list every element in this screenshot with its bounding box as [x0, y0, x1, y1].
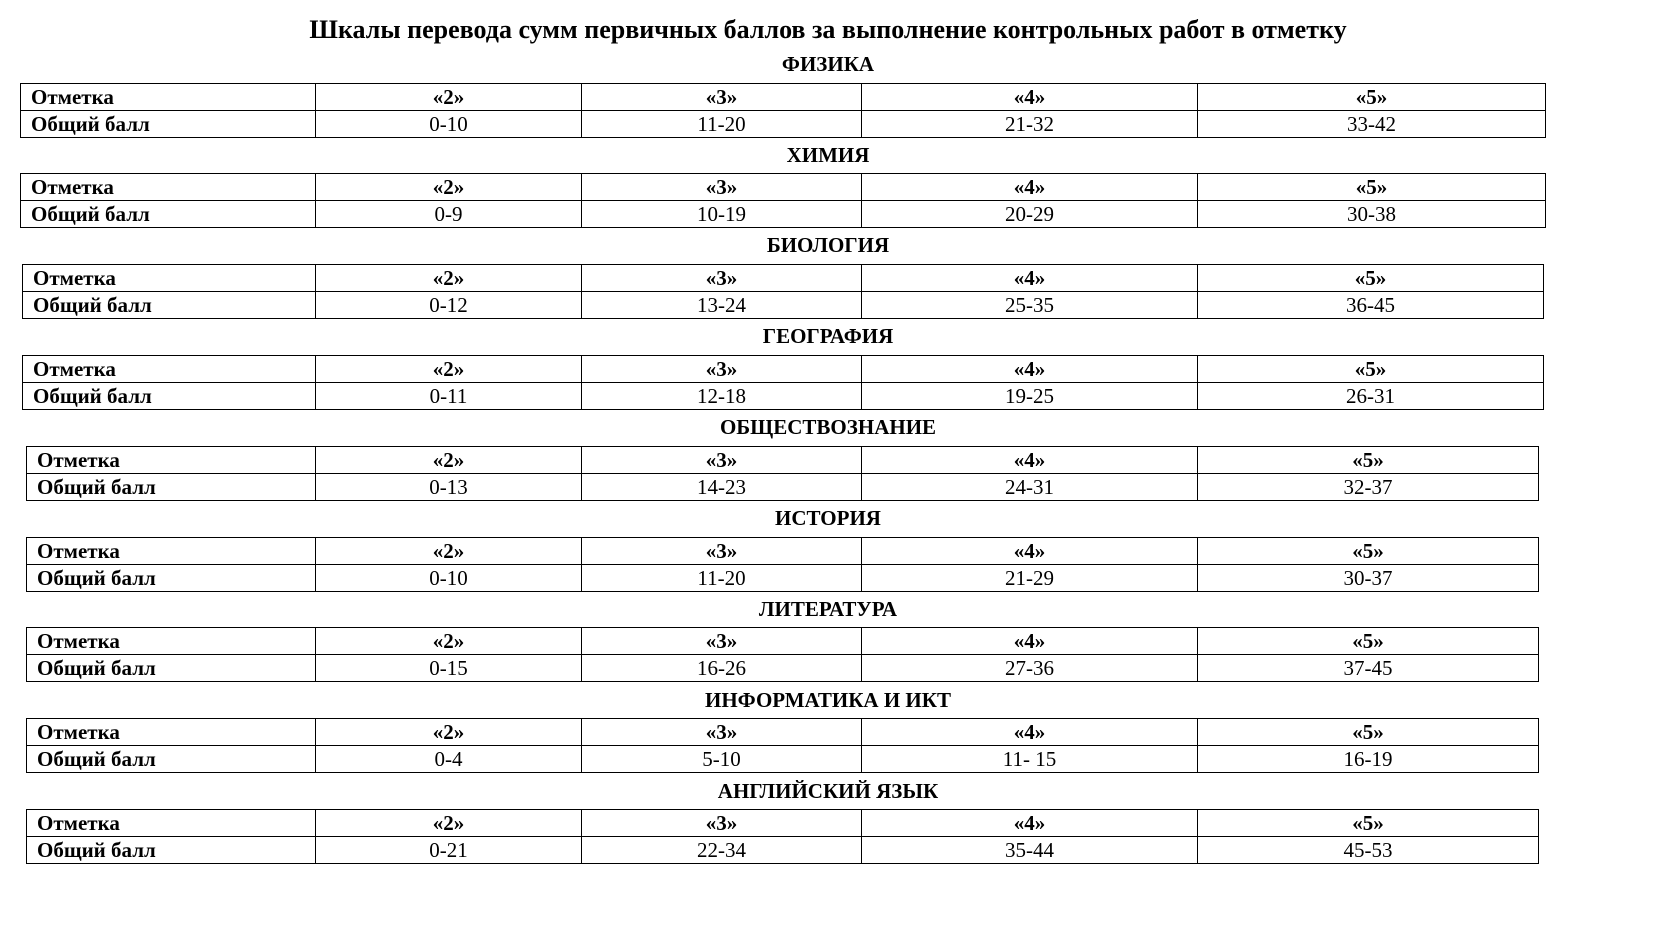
marks-row: [21, 174, 1546, 201]
mark-cell: «2»: [316, 628, 582, 655]
grade-scale-table: [26, 627, 1539, 682]
mark-cell: «4»: [862, 538, 1198, 565]
score-cell: 0-9: [316, 201, 582, 228]
score-cell: 0-15: [316, 655, 582, 682]
score-cell: 11-20: [582, 565, 862, 592]
score-cell: 33-42: [1198, 111, 1546, 138]
mark-cell: «4»: [862, 810, 1198, 837]
score-cell: 37-45: [1198, 655, 1539, 682]
mark-cell: «4»: [862, 174, 1198, 201]
score-cell: 0-13: [316, 474, 582, 501]
marks-row: [23, 356, 1544, 383]
subject-title: ИСТОРИЯ: [775, 506, 881, 530]
scores-row-label: Общий балл: [27, 474, 316, 501]
scores-row: [21, 201, 1546, 228]
score-cell: 13-24: [582, 292, 862, 319]
grade-scale-table: [26, 446, 1539, 501]
scores-row: [23, 292, 1544, 319]
mark-cell: «2»: [316, 84, 582, 111]
marks-row: [27, 810, 1539, 837]
grade-scale-table: [20, 173, 1546, 228]
score-cell: 35-44: [862, 837, 1198, 864]
score-cell: 45-53: [1198, 837, 1539, 864]
grade-scale-table: [26, 537, 1539, 592]
marks-row-label: Отметка: [23, 356, 316, 383]
score-cell: 30-37: [1198, 565, 1539, 592]
score-cell: 0-21: [316, 837, 582, 864]
marks-row: [27, 719, 1539, 746]
scores-row: [23, 383, 1544, 410]
scores-row: [27, 837, 1539, 864]
scores-row-label: Общий балл: [27, 746, 316, 773]
marks-row-label: Отметка: [21, 84, 316, 111]
mark-cell: «2»: [316, 447, 582, 474]
marks-row: [23, 265, 1544, 292]
subject-title: ЛИТЕРАТУРА: [758, 597, 898, 621]
score-cell: 11-20: [582, 111, 862, 138]
subject-title: БИОЛОГИЯ: [766, 233, 890, 257]
score-cell: 0-4: [316, 746, 582, 773]
subject-title: ГЕОГРАФИЯ: [762, 324, 894, 348]
marks-row-label: Отметка: [27, 810, 316, 837]
grade-scale-table: [22, 355, 1544, 410]
mark-cell: «4»: [862, 265, 1198, 292]
mark-cell: «2»: [316, 265, 582, 292]
scores-row-label: Общий балл: [27, 565, 316, 592]
score-cell: 36-45: [1198, 292, 1544, 319]
marks-row: [27, 628, 1539, 655]
mark-cell: «5»: [1198, 265, 1544, 292]
marks-row-label: Отметка: [21, 174, 316, 201]
grade-scale-table: [20, 83, 1546, 138]
score-cell: 0-11: [316, 383, 582, 410]
marks-row: [21, 84, 1546, 111]
mark-cell: «3»: [582, 538, 862, 565]
score-cell: 0-10: [316, 565, 582, 592]
score-cell: 32-37: [1198, 474, 1539, 501]
mark-cell: «3»: [582, 447, 862, 474]
score-cell: 0-10: [316, 111, 582, 138]
mark-cell: «3»: [582, 810, 862, 837]
marks-row-label: Отметка: [27, 719, 316, 746]
scores-row: [27, 746, 1539, 773]
mark-cell: «5»: [1198, 174, 1546, 201]
mark-cell: «3»: [582, 628, 862, 655]
score-cell: 21-32: [862, 111, 1198, 138]
scores-row-label: Общий балл: [23, 383, 316, 410]
score-cell: 12-18: [582, 383, 862, 410]
mark-cell: «4»: [862, 628, 1198, 655]
marks-row: [27, 447, 1539, 474]
mark-cell: «3»: [582, 174, 862, 201]
score-cell: 25-35: [862, 292, 1198, 319]
mark-cell: «5»: [1198, 356, 1544, 383]
score-cell: 14-23: [582, 474, 862, 501]
score-cell: 19-25: [862, 383, 1198, 410]
marks-row-label: Отметка: [27, 447, 316, 474]
score-cell: 5-10: [582, 746, 862, 773]
mark-cell: «5»: [1198, 719, 1539, 746]
grade-scale-table: [22, 264, 1544, 319]
mark-cell: «5»: [1198, 628, 1539, 655]
marks-row-label: Отметка: [23, 265, 316, 292]
scores-row-label: Общий балл: [27, 837, 316, 864]
scores-row: [27, 655, 1539, 682]
scores-row-label: Общий балл: [21, 111, 316, 138]
mark-cell: «2»: [316, 538, 582, 565]
page-title: Шкалы перевода сумм первичных баллов за выполнение контрольных работ в отметку: [309, 15, 1347, 44]
marks-row-label: Отметка: [27, 538, 316, 565]
mark-cell: «3»: [582, 719, 862, 746]
mark-cell: «5»: [1198, 810, 1539, 837]
mark-cell: «3»: [582, 265, 862, 292]
score-cell: 20-29: [862, 201, 1198, 228]
marks-row-label: Отметка: [27, 628, 316, 655]
scores-row-label: Общий балл: [27, 655, 316, 682]
mark-cell: «4»: [862, 84, 1198, 111]
grade-scale-table: [26, 809, 1539, 864]
mark-cell: «3»: [582, 356, 862, 383]
marks-row: [27, 538, 1539, 565]
score-cell: 16-26: [582, 655, 862, 682]
subject-title: ФИЗИКА: [781, 52, 875, 76]
grade-scale-table: [26, 718, 1539, 773]
mark-cell: «5»: [1198, 447, 1539, 474]
score-cell: 21-29: [862, 565, 1198, 592]
mark-cell: «5»: [1198, 538, 1539, 565]
mark-cell: «2»: [316, 810, 582, 837]
mark-cell: «4»: [862, 356, 1198, 383]
mark-cell: «4»: [862, 447, 1198, 474]
score-cell: 0-12: [316, 292, 582, 319]
mark-cell: «2»: [316, 356, 582, 383]
score-cell: 30-38: [1198, 201, 1546, 228]
mark-cell: «4»: [862, 719, 1198, 746]
score-cell: 11- 15: [862, 746, 1198, 773]
score-cell: 10-19: [582, 201, 862, 228]
subject-title: ОБЩЕСТВОЗНАНИЕ: [719, 415, 937, 439]
score-cell: 26-31: [1198, 383, 1544, 410]
scores-row: [27, 474, 1539, 501]
subject-title: ХИМИЯ: [786, 143, 870, 167]
score-cell: 16-19: [1198, 746, 1539, 773]
scores-row: [21, 111, 1546, 138]
scores-row-label: Общий балл: [21, 201, 316, 228]
scores-row: [27, 565, 1539, 592]
score-cell: 27-36: [862, 655, 1198, 682]
subject-title: ИНФОРМАТИКА И ИКТ: [704, 688, 951, 712]
subject-title: АНГЛИЙСКИЙ ЯЗЫК: [717, 779, 939, 803]
mark-cell: «3»: [582, 84, 862, 111]
mark-cell: «5»: [1198, 84, 1546, 111]
score-cell: 22-34: [582, 837, 862, 864]
mark-cell: «2»: [316, 719, 582, 746]
mark-cell: «2»: [316, 174, 582, 201]
score-cell: 24-31: [862, 474, 1198, 501]
scores-row-label: Общий балл: [23, 292, 316, 319]
